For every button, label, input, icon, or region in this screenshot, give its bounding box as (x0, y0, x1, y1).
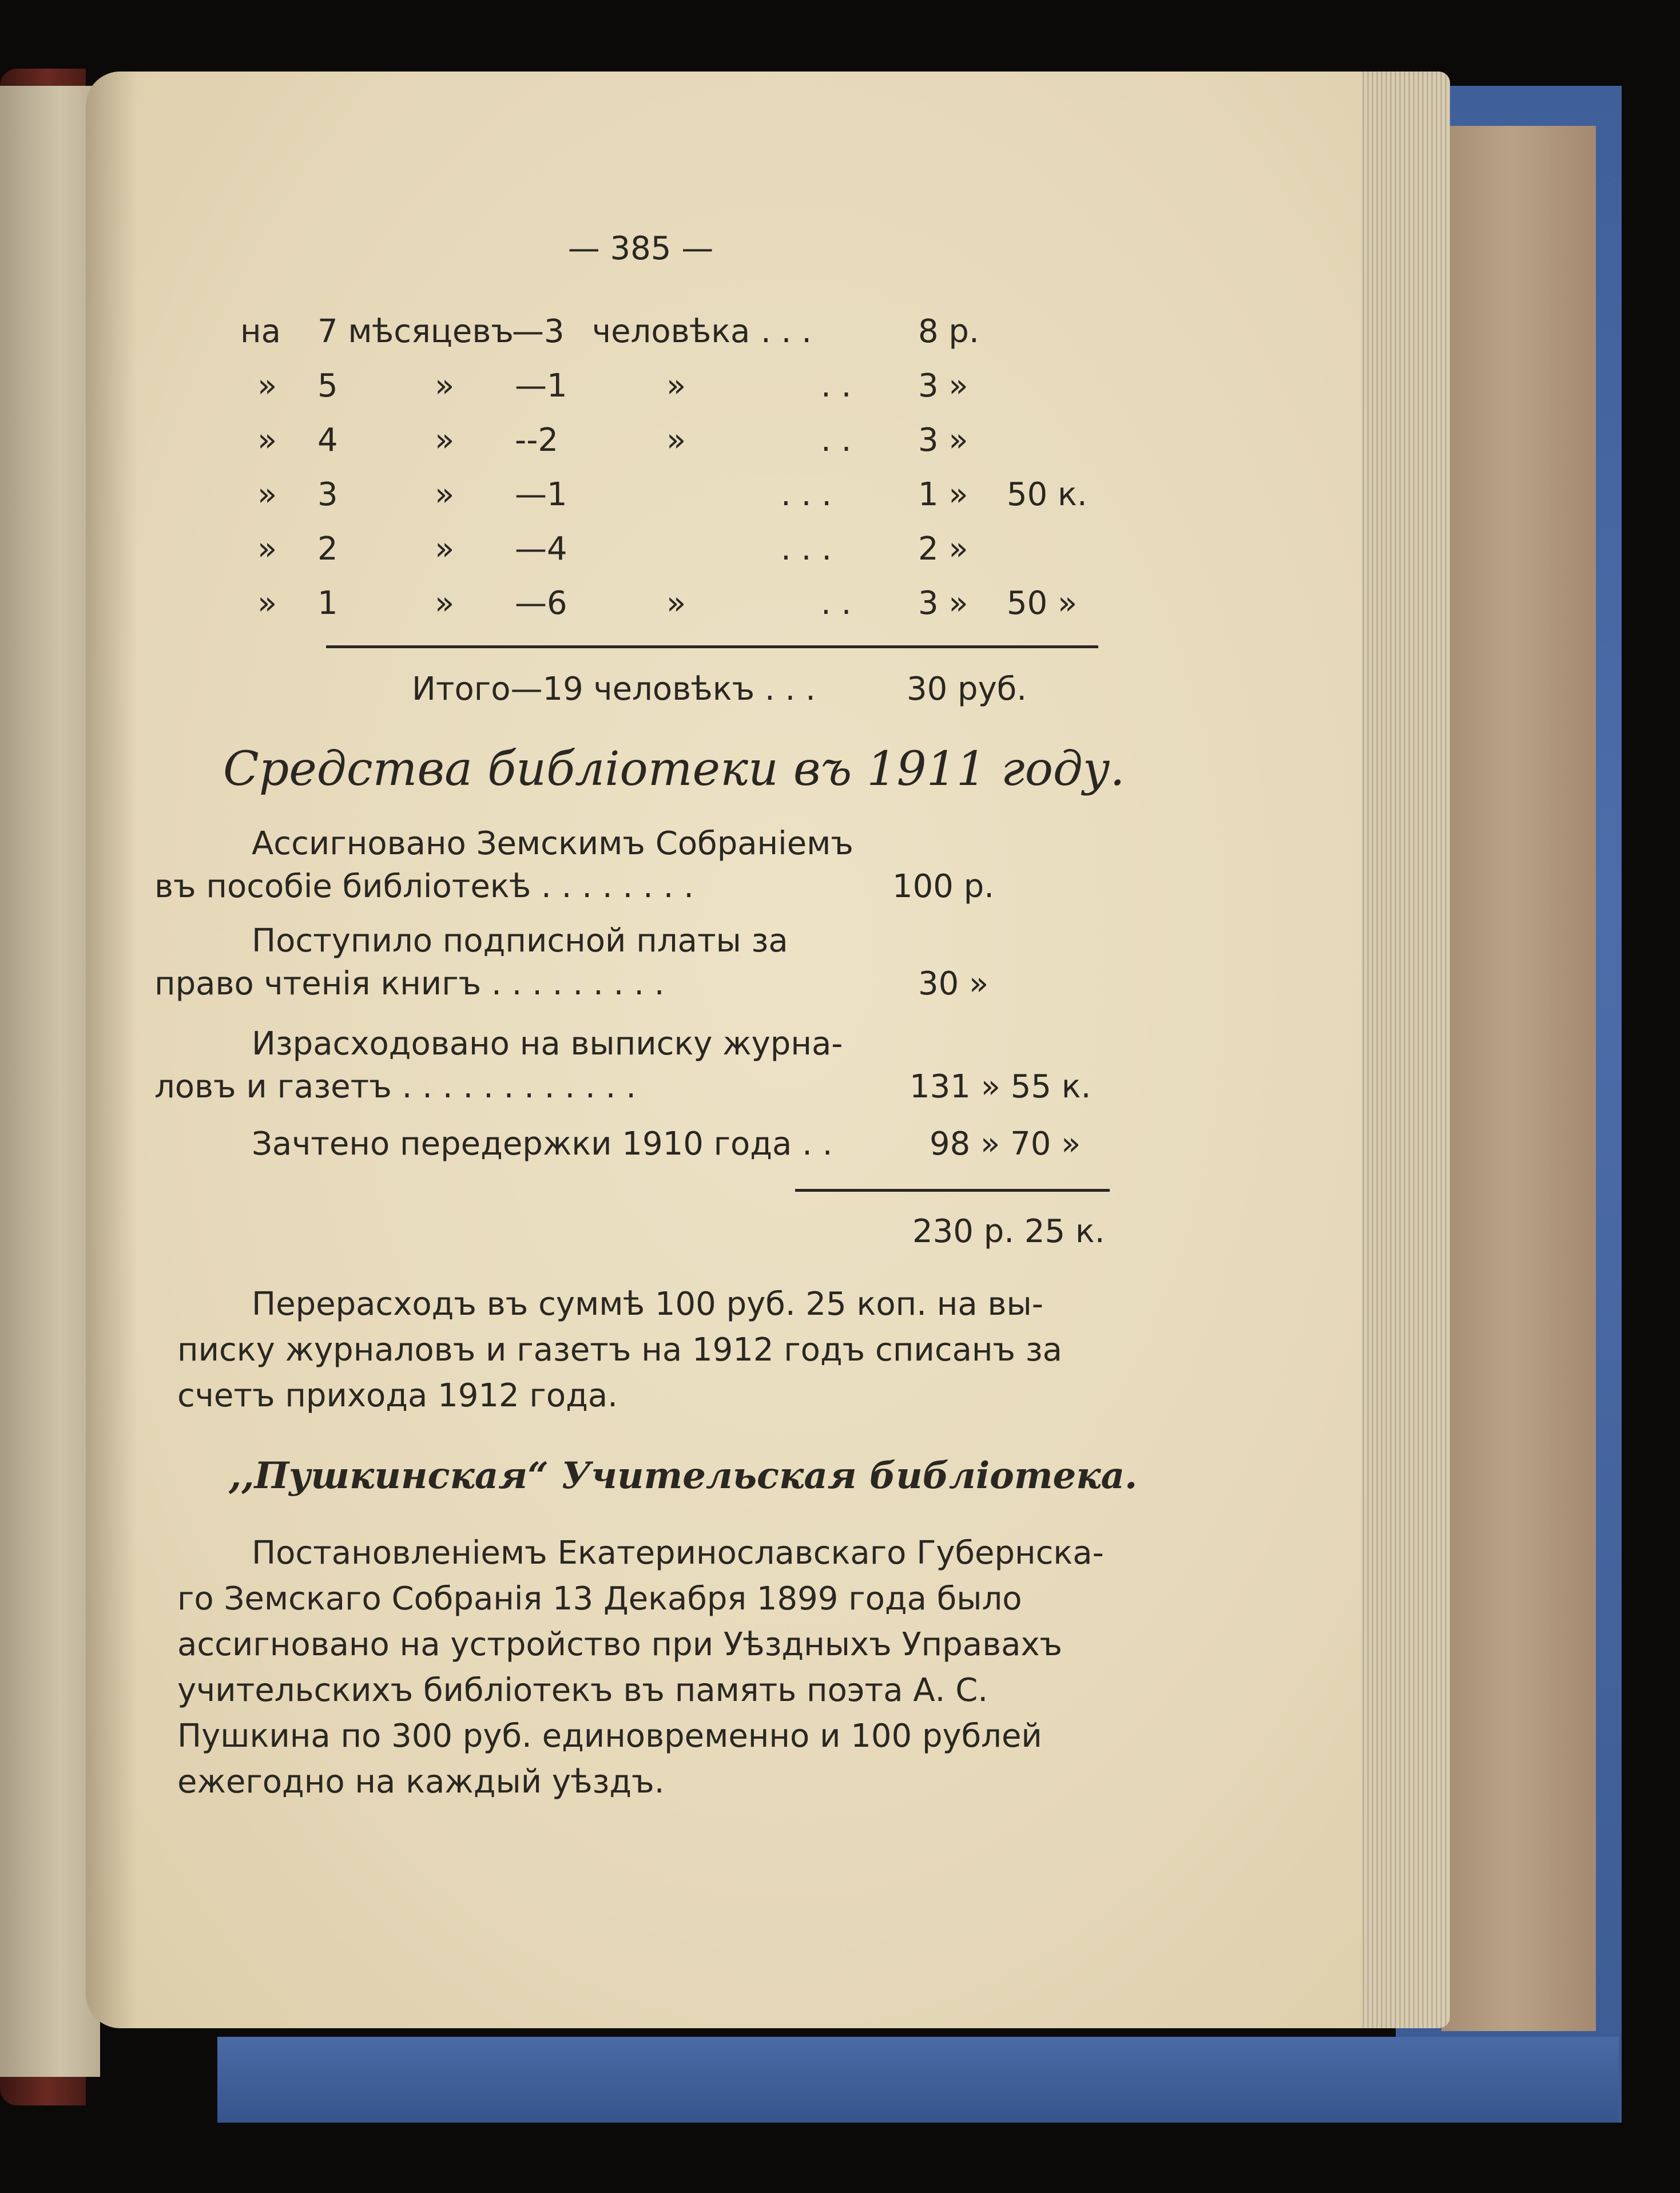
paragraph-line: ассигновано на устройство при Уѣздныхъ Управахъ (177, 1626, 1063, 1663)
finance-line2: ловъ и газетъ . . . . . . . . . . . . (154, 1068, 636, 1105)
section-heading-pushkin-library: ,,Пушкинская“ Учительская библіотека. (229, 1454, 1138, 1497)
row-prefix: » (257, 476, 277, 513)
finance-line2: въ пособіе библіотекѣ . . . . . . . . (154, 868, 694, 905)
row-months: 4 (317, 422, 338, 459)
paragraph-line: Перерасходъ въ суммѣ 100 руб. 25 коп. на вы- (252, 1286, 1043, 1323)
finance-amount: 131 » 55 к. (909, 1068, 1091, 1105)
row-amount: 1 » (918, 476, 968, 513)
row-amount: 3 » (918, 367, 968, 405)
row-prefix: » (257, 367, 277, 405)
finance-total-rule (795, 1189, 1110, 1192)
table-total-rule (326, 645, 1098, 648)
row-count: —1 (515, 476, 567, 513)
row-dots: . . (821, 422, 852, 459)
row-prefix: » (257, 422, 277, 459)
facing-page-edge (0, 86, 100, 2077)
row-persons: » (666, 367, 686, 405)
finance-line1: Поступило подписной платы за (252, 922, 788, 959)
row-dots: . . (821, 585, 852, 622)
finance-total: 230 р. 25 к. (912, 1213, 1105, 1250)
row-mid: » (435, 585, 455, 622)
paragraph-line: ежегодно на каждый уѣздъ. (177, 1763, 665, 1801)
row-persons: » (666, 585, 686, 622)
page-number: — 385 — (567, 230, 714, 267)
row-months: 5 (317, 367, 338, 405)
finance-amount: 30 » (918, 965, 989, 1002)
finance-line1: Ассигновано Земскимъ Собраніемъ (252, 825, 853, 862)
row-months: 1 (317, 585, 338, 622)
finance-amount: 98 » 70 » (930, 1125, 1081, 1163)
total-amount: 30 руб. (907, 671, 1027, 708)
row-amount: 2 » (918, 530, 968, 568)
row-dots: . . . (781, 530, 832, 568)
row-mid: » (435, 422, 455, 459)
row-persons: человѣка (592, 313, 750, 350)
row-months: 3 (317, 476, 338, 513)
row-dots: . . . (781, 476, 832, 513)
row-amount: 8 р. (918, 313, 979, 350)
row-extra: 50 к. (1007, 476, 1087, 513)
endpaper (1441, 126, 1596, 2031)
row-count: —1 (515, 367, 567, 405)
row-amount: 3 » (918, 422, 968, 459)
total-label: Итого—19 человѣкъ . . . (412, 671, 816, 708)
row-mid: » (435, 476, 455, 513)
paragraph-line: го Земскаго Собранія 13 Декабря 1899 года было (177, 1580, 1022, 1617)
row-months: 2 (317, 530, 338, 568)
paragraph-line: Постановленіемъ Екатеринославскаго Губернска- (252, 1534, 1104, 1572)
row-months: 7 мѣсяцевъ (317, 313, 514, 350)
paragraph-line: учительскихъ библіотекъ въ память поэта А. С. (177, 1672, 988, 1709)
paragraph-line: счетъ прихода 1912 года. (177, 1377, 618, 1414)
row-mid: » (435, 530, 455, 568)
book-cover-bottom (217, 2037, 1619, 2123)
row-dots: . . (821, 367, 852, 405)
section-heading-library-funds: Средства библіотеки въ 1911 году. (223, 742, 1125, 796)
row-count: —4 (515, 530, 567, 568)
row-count: --2 (515, 422, 559, 459)
row-extra: 50 » (1007, 585, 1078, 622)
row-count: —3 (512, 313, 565, 350)
finance-line2: право чтенія книгъ . . . . . . . . . (154, 965, 665, 1002)
row-persons: » (666, 422, 686, 459)
paragraph-line: писку журналовъ и газетъ на 1912 годъ списанъ за (177, 1331, 1062, 1369)
row-prefix: » (257, 585, 277, 622)
row-prefix: на (240, 313, 281, 350)
finance-line1: Зачтено передержки 1910 года . . (252, 1125, 833, 1163)
row-count: —6 (515, 585, 567, 622)
finance-line1: Израсходовано на выписку журна- (252, 1025, 843, 1062)
paragraph-line: Пушкина по 300 руб. единовременно и 100 рублей (177, 1718, 1042, 1755)
row-prefix: » (257, 530, 277, 568)
row-amount: 3 » (918, 585, 968, 622)
row-mid: » (435, 367, 455, 405)
row-dots: . . . (761, 313, 812, 350)
gutter-shadow (86, 72, 137, 2028)
finance-amount: 100 р. (892, 868, 995, 905)
